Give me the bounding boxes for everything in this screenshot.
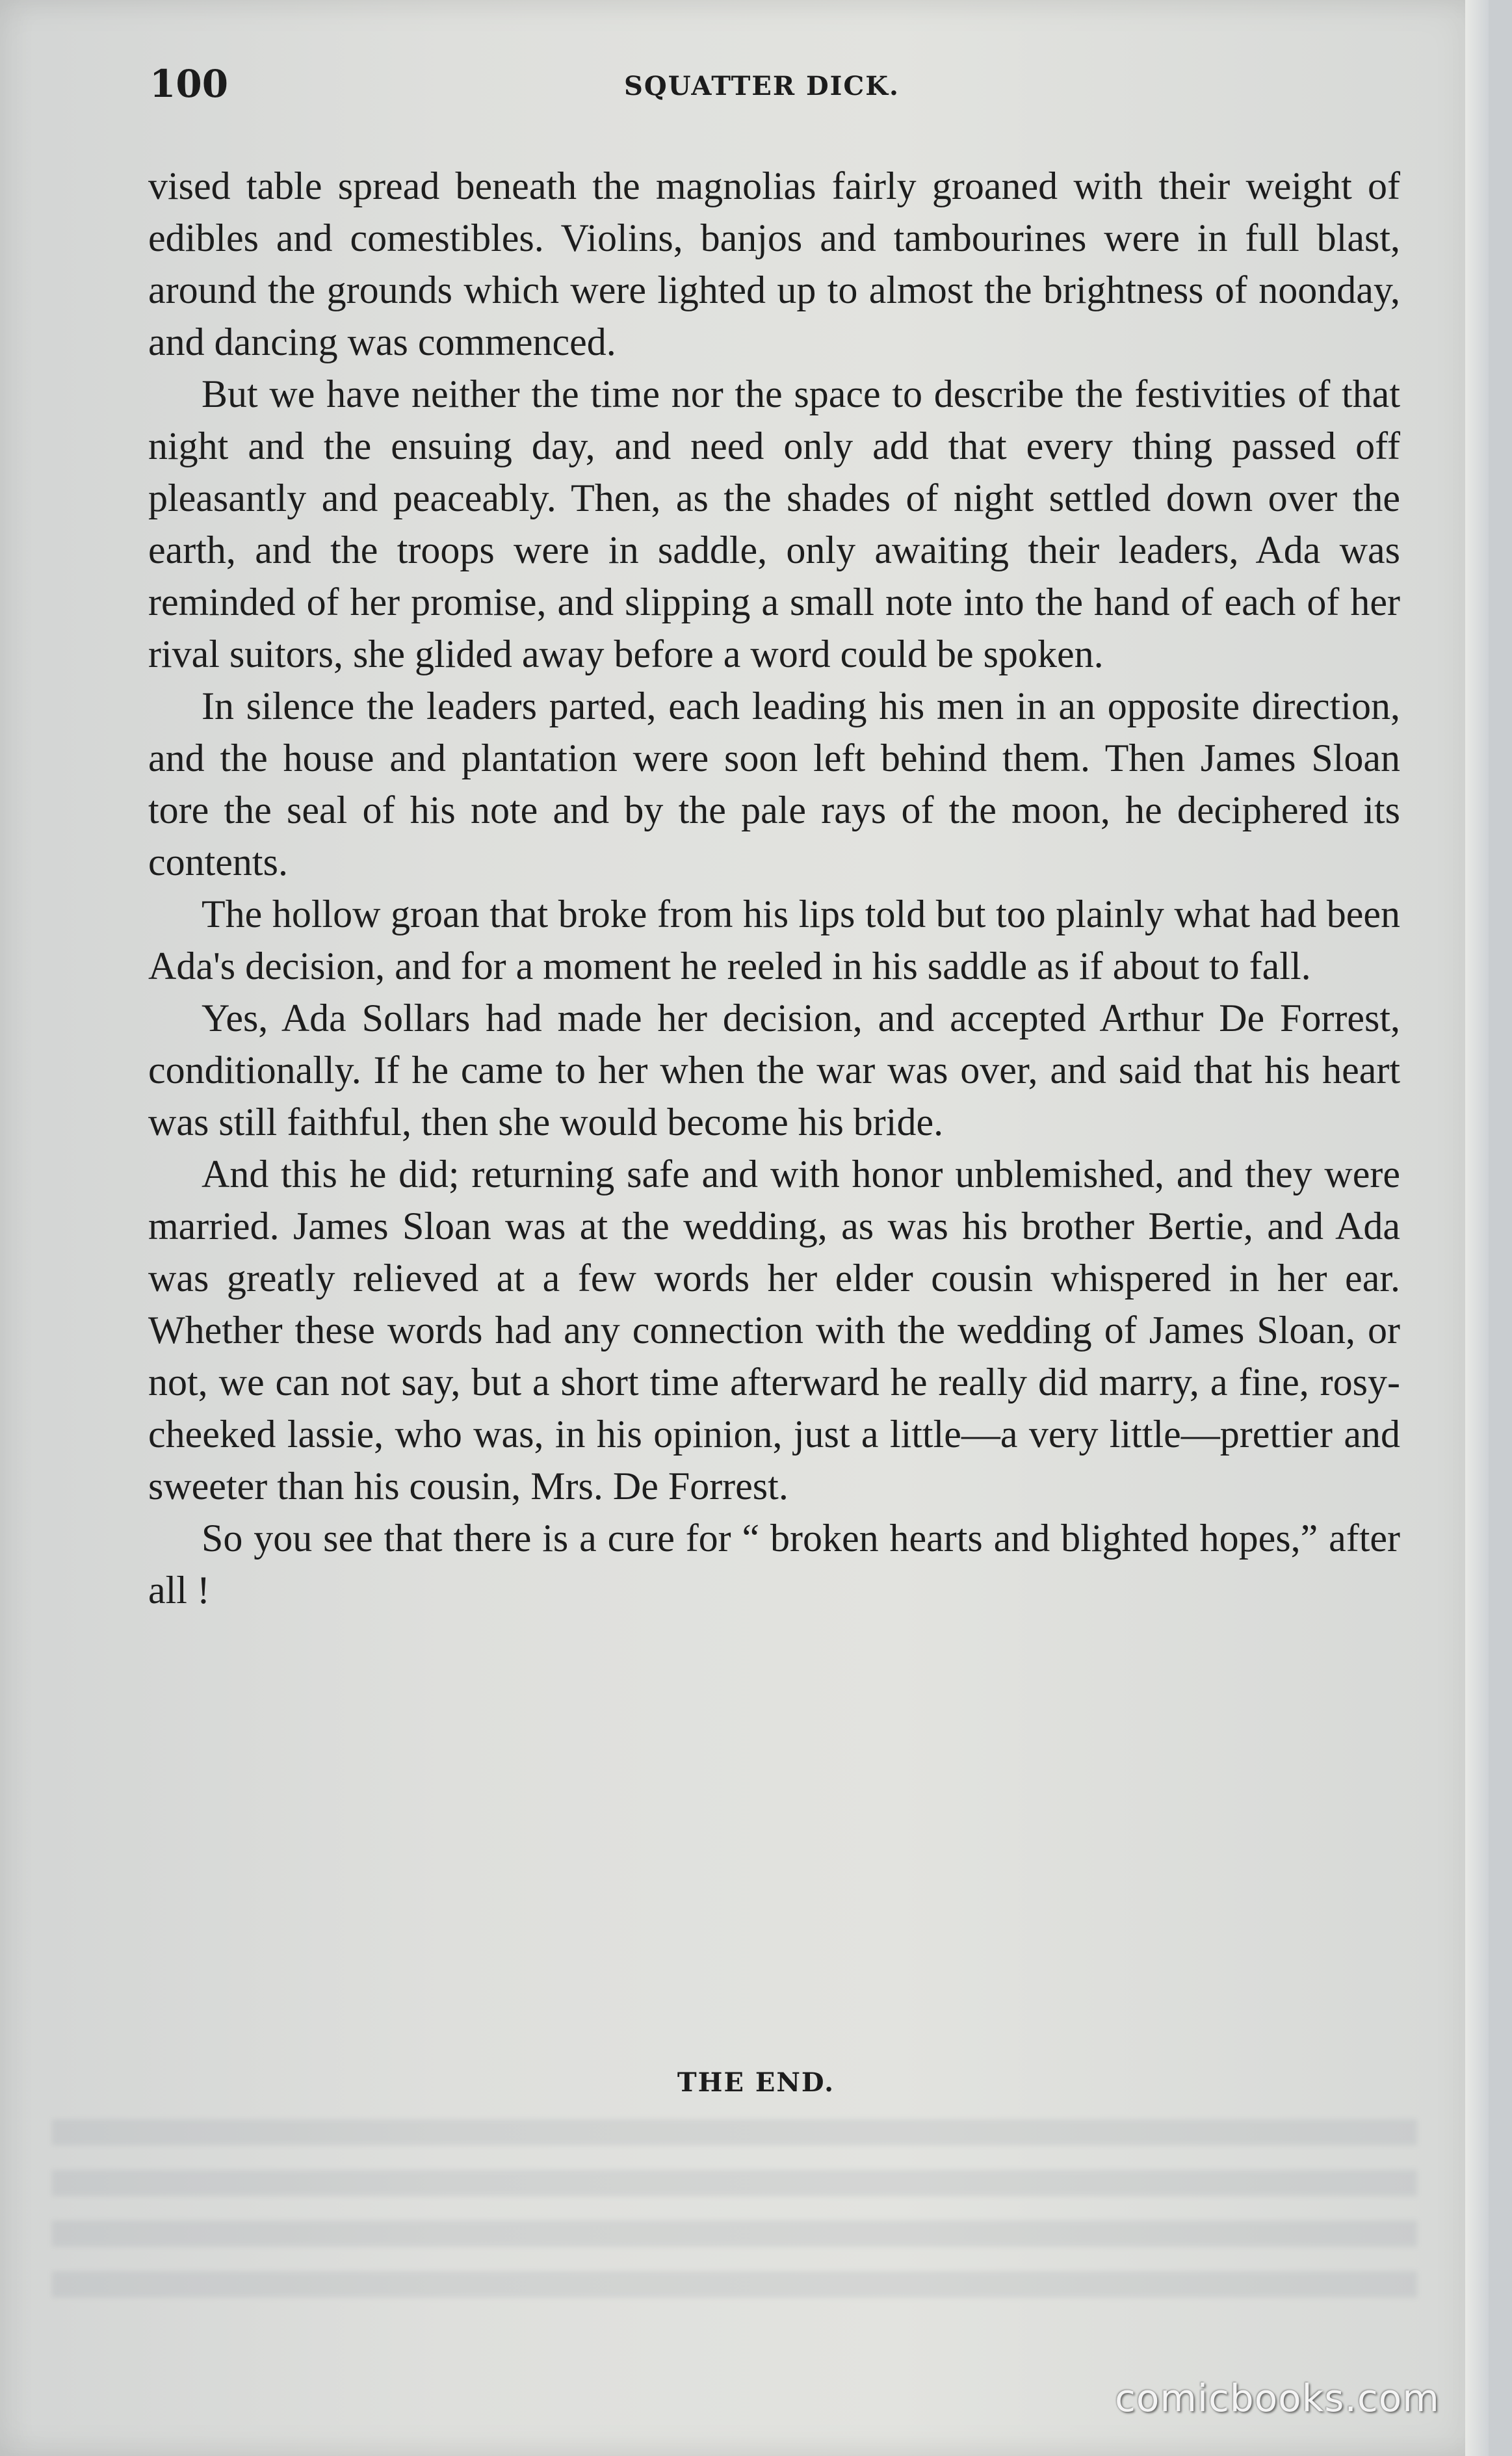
watermark: comicbooks.com	[1115, 2376, 1440, 2420]
body-text	[148, 160, 1400, 1616]
reverse-side-bleed-through	[52, 2119, 1417, 2301]
paragraph: So you see that there is a cure for “ broken hearts and blighted hopes,” after all !	[148, 1517, 1400, 1612]
page-header	[150, 62, 1404, 114]
page-number: 100	[150, 62, 229, 106]
running-title: SQUATTER DICK.	[624, 71, 900, 101]
paragraph: Yes, Ada Sollars had made her decision, and accepted Arthur De Forrest, conditionally. If he came to her when the war was over, and said that his heart was still faithful, then she would become his bride.	[148, 997, 1400, 1143]
paragraph: In silence the leaders parted, each leading his men in an opposite direction, and the house and plantation were soon left behind them. Then James Sloan tore the seal of his note and by the pale rays of the moon, he deciphered its contents.	[148, 685, 1400, 883]
paragraph: vised table spread beneath the magnolias fairly groaned with their weight of edibles and comestibles. Violins, banjos and tambourines were in full blast, around the grounds which were lighted up to almost the brightness of noonday, and dancing was commenced.	[148, 164, 1400, 363]
paragraph: The hollow groan that broke from his lips told but too plainly what had been Ada's decision, and for a moment he reeled in his saddle as if about to fall.	[148, 893, 1400, 987]
paragraph: And this he did; returning safe and with honor unblemished, and they were married. James Sloan was at the wedding, as was his brother Bertie, and Ada was greatly relieved at a few words her elder cousin whispered in her ear. Whether these words had any connection with the wedding of James Sloan, or not, we can not say, but a short time afterward he really did marry, a fine, rosy-cheeked lassie, who was, in his opinion, just a little—a very little—prettier and sweeter than his cousin, Mrs. De Forrest.	[148, 1153, 1400, 1508]
closing-line: THE END.	[677, 2067, 835, 2098]
paragraph: But we have neither the time nor the space to describe the festivities of that night and the ensuing day, and need only add that every thing passed off pleasantly and peaceably. Then, as the shades of night settled down over the earth, and the troops were in saddle, only awaiting their leaders, Ada was reminded of her promise, and slipping a small note into the hand of each of her rival suitors, she glided away before a word could be spoken.	[148, 372, 1400, 675]
